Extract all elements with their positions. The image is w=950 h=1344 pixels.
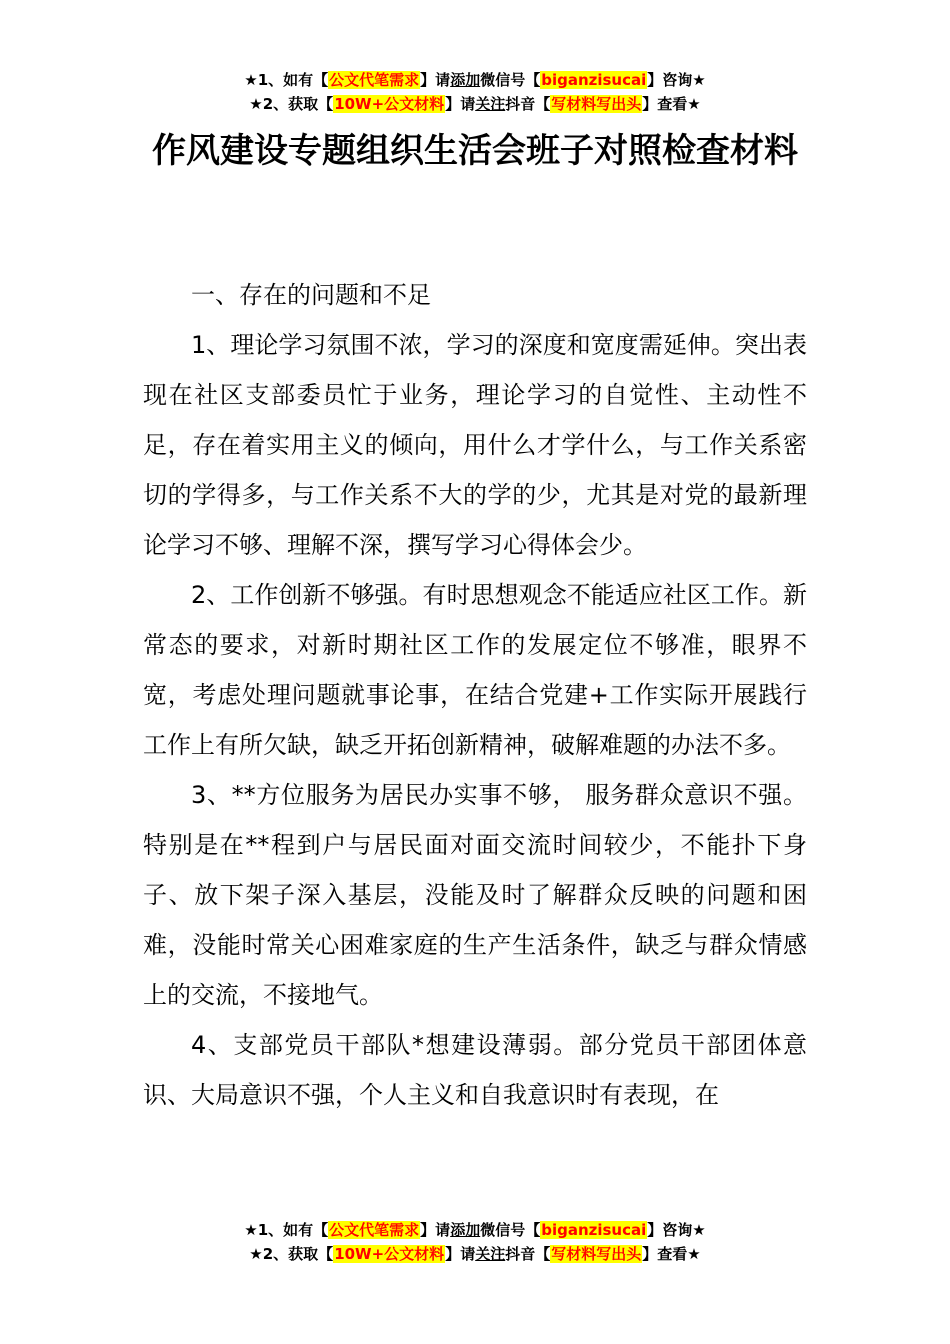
banner-highlight: biganzisucai xyxy=(541,71,647,89)
banner-line-1: ★1、如有【公文代笔需求】请添加微信号【biganzisucai】咨询★ xyxy=(244,1221,706,1239)
banner-line-1: ★1、如有【公文代笔需求】请添加微信号【biganzisucai】咨询★ xyxy=(244,71,706,89)
banner-highlight: 公文代笔需求 xyxy=(329,71,420,89)
banner-highlight: 写材料写出头 xyxy=(551,1245,642,1263)
banner-highlight: 公文代笔需求 xyxy=(329,1221,420,1239)
banner-line-2: ★2、获取【10W+公文材料】请关注抖音【写材料写出头】查看★ xyxy=(249,95,701,113)
banner-highlight: 10W+公文材料 xyxy=(334,95,445,113)
header-banner xyxy=(0,68,950,116)
banner-highlight: 10W+公文材料 xyxy=(334,1245,445,1263)
footer-banner xyxy=(0,1218,950,1266)
banner-line-2: ★2、获取【10W+公文材料】请关注抖音【写材料写出头】查看★ xyxy=(249,1245,701,1263)
paragraph: 3、**方位服务为居民办实事不够， 服务群众意识不强。特别是在**程到户与居民面对面交流时间较少，不能扑下身子、放下架子深入基层，没能及时了解群众反映的问题和困难，没能时常关心困难家庭的生产生活条件，缺乏与群众情感上的交流，不接地气。 xyxy=(143,781,807,1009)
paragraph: 1、理论学习氛围不浓，学习的深度和宽度需延伸。突出表现在社区支部委员忙于业务，理论学习的自觉性、主动性不足，存在着实用主义的倾向，用什么才学什么，与工作关系密切的学得多，与工作关系不大的学的少，尤其是对党的最新理论学习不够、理解不深，撰写学习心得体会少。 xyxy=(143,331,807,559)
banner-highlight: 写材料写出头 xyxy=(551,95,642,113)
document-body xyxy=(143,270,807,1120)
section-heading: 一、存在的问题和不足 xyxy=(191,281,431,309)
banner-highlight: biganzisucai xyxy=(541,1221,647,1239)
paragraph: 4、支部党员干部队*想建设薄弱。部分党员干部团体意识、大局意识不强，个人主义和自我意识时有表现，在 xyxy=(143,1031,807,1109)
document-title: 作风建设专题组织生活会班子对照检查材料 xyxy=(152,131,798,171)
paragraph: 2、工作创新不够强。有时思想观念不能适应社区工作。新常态的要求，对新时期社区工作的发展定位不够准，眼界不宽，考虑处理问题就事论事，在结合党建+工作实际开展践行工作上有所欠缺，缺乏开拓创新精神，破解难题的办法不多。 xyxy=(143,581,807,759)
